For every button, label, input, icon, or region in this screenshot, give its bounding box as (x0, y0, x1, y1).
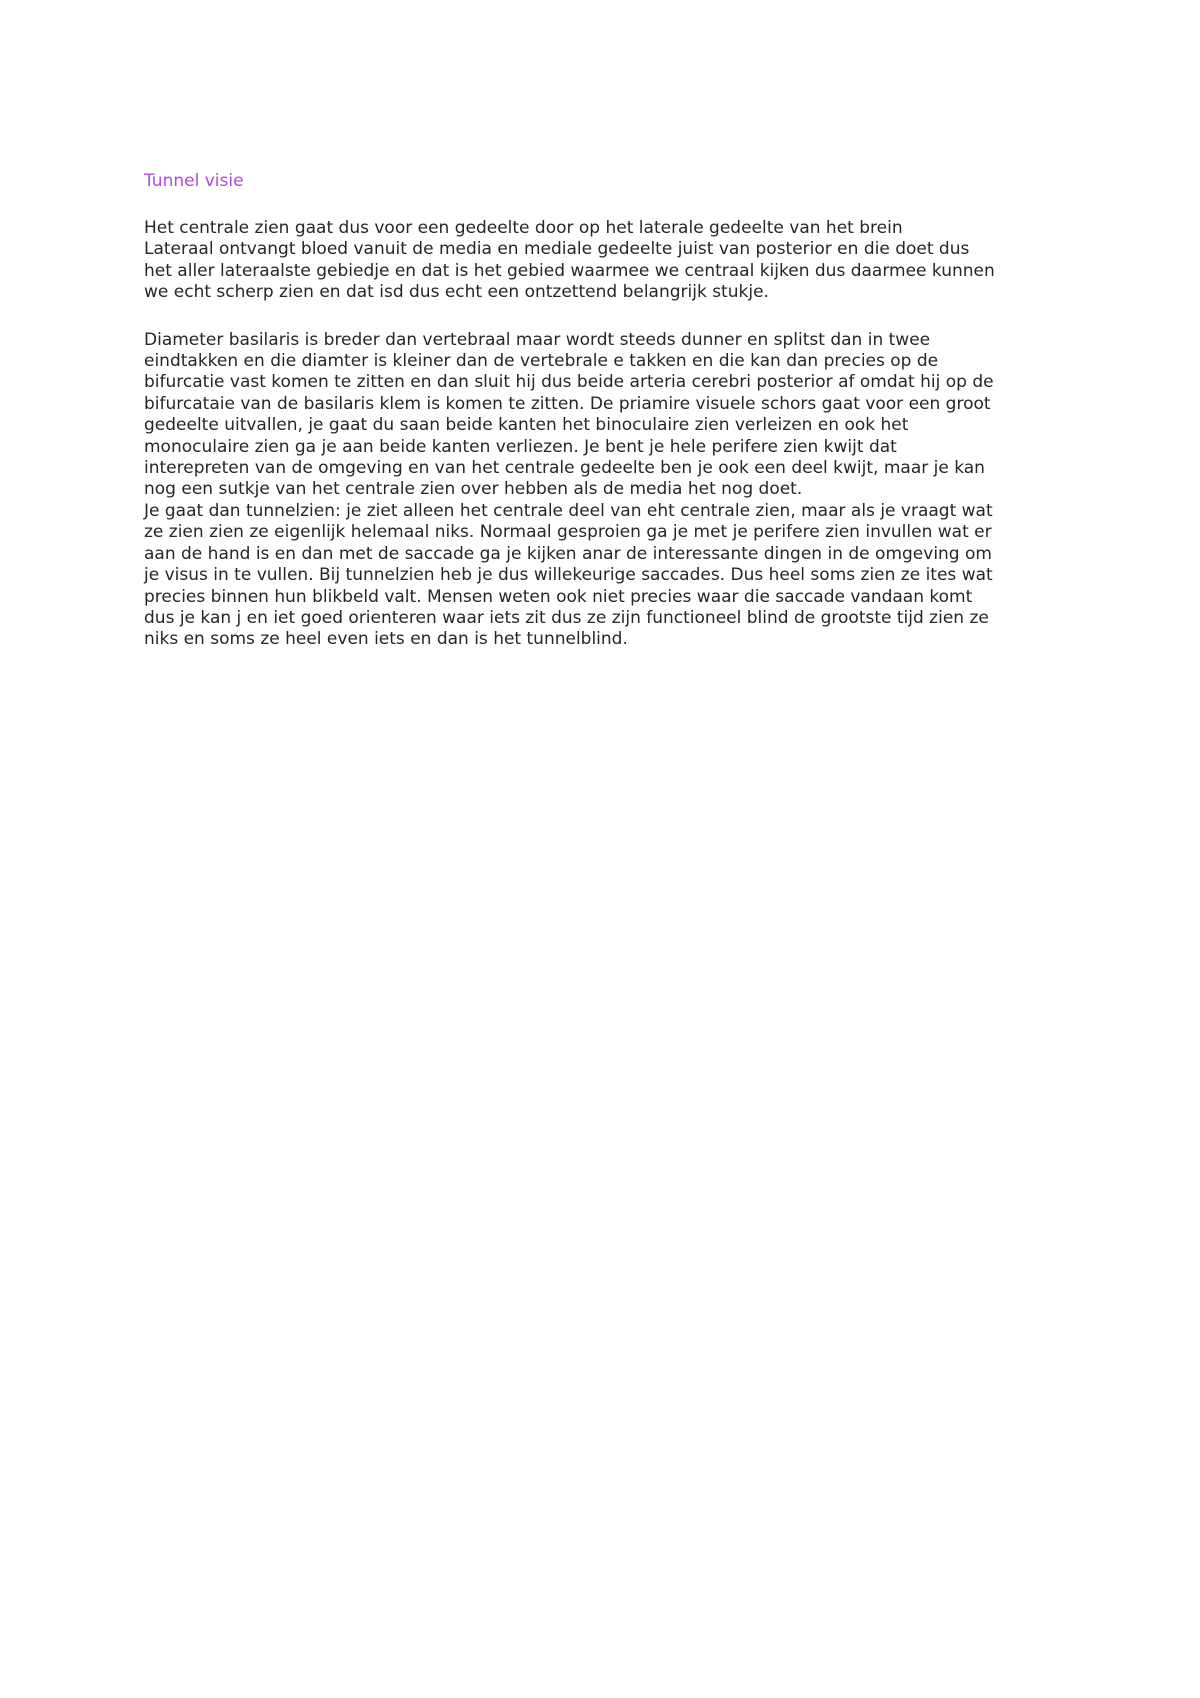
text-line: ze zien zien ze eigenlijk helemaal niks. Normaal gesproien ga je met je perifere zien invullen wat er (144, 522, 992, 543)
text-line: Lateraal ontvangt bloed vanuit de media en mediale gedeelte juist van posterior en die doet dus (144, 239, 970, 260)
text-line: dus je kan j en iet goed orienteren waar iets zit dus ze zijn functioneel blind de grootste tijd zien ze (144, 607, 989, 628)
text-line: gedeelte uitvallen, je gaat du saan beide kanten het binoculaire zien verleizen en ook het (144, 415, 909, 436)
text-line: eindtakken en die diamter is kleiner dan de vertebrale e takken en die kan dan precies op de (144, 351, 939, 372)
document-content (144, 170, 1064, 677)
text-line: precies binnen hun blikbeld valt. Mensen weten ook niet precies waar die saccade vandaan komt (144, 586, 973, 607)
text-line: het aller lateraalste gebiedje en dat is het gebied waarmee we centraal kijken dus daarmee kunnen (144, 260, 995, 281)
text-line: monoculaire zien ga je aan beide kanten verliezen. Je bent je hele perifere zien kwijt dat (144, 436, 897, 457)
paragraph-1 (144, 218, 1064, 304)
text-line: Diameter basilaris is breder dan vertebraal maar wordt steeds dunner en splitst dan in twee (144, 329, 931, 350)
text-line: we echt scherp zien en dat isd dus echt een ontzettend belangrijk stukje. (144, 282, 769, 303)
text-line: Het centrale zien gaat dus voor een gedeelte door op het laterale gedeelte van het brein (144, 218, 903, 238)
text-line: Je gaat dan tunnelzien: je ziet alleen het centrale deel van eht centrale zien, maar als je vraagt wat (144, 500, 993, 521)
text-line: je visus in te vullen. Bij tunnelzien heb je dus willekeurige saccades. Dus heel soms zien ze ites wat (144, 565, 993, 586)
text-line: interepreten van de omgeving en van het centrale gedeelte ben je ook een deel kwijt, maar je kan (144, 458, 985, 479)
text-line: bifurcatie vast komen te zitten en dan sluit hij dus beide arteria cerebri posterior af omdat hij op de (144, 372, 994, 393)
page-title: Tunnel visie (144, 171, 244, 191)
text-line: nog een sutkje van het centrale zien over hebben als de media het nog doet. (144, 479, 803, 500)
paragraph-2 (144, 330, 1064, 651)
text-line: aan de hand is en dan met de saccade ga je kijken anar de interessante dingen in de omgeving om (144, 543, 992, 564)
text-line: niks en soms ze heel even iets en dan is het tunnelblind. (144, 629, 628, 650)
text-line: bifurcataie van de basilaris klem is komen te zitten. De priamire visuele schors gaat voor een groot (144, 393, 991, 414)
